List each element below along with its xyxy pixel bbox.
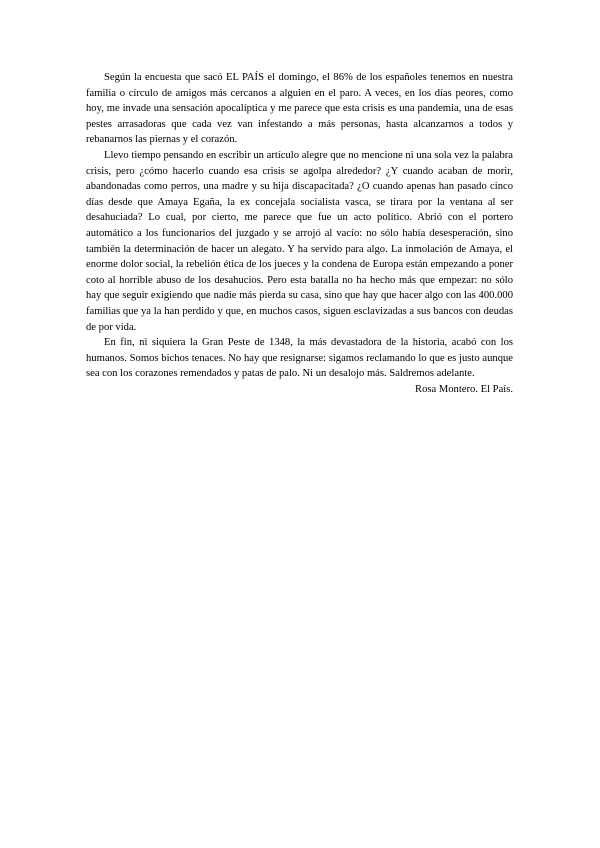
article-body [86, 70, 513, 397]
paragraph-2: Llevo tiempo pensando en escribir un artículo alegre que no mencione ni una sola vez la palabra crisis, pero ¿cómo hacerlo cuando esa crisis se agolpa alrededor? ¿Y cuando acaban de morir, abandonadas como perros, una madre y su hija discapacitada? ¿O cuando apenas han pasado cinco días desde que Amaya Egaña, la ex concejala socialista vasca, se tirara por la ventana al ser desahuciada? Lo cual, por cierto, me parece que fue un acto político. Abrió con el portero automático a los funcionarios del juzgado y se arrojó al vacío: no sólo había desesperación, sino también la determinación de hacer un alegato. Y ha servido para algo. La inmolación de Amaya, el enorme dolor social, la rebelión ética de los jueces y la condena de Europa están empezando a poner coto al horrible abuso de los desahucios. Pero esta batalla no ha hecho más que empezar: no sólo hay que seguir exigiendo que nadie más pierda su casa, sino que hay que hacer algo con las 400.000 familias que ya la han perdido y que, en muchos casos, siguen esclavizadas a sus bancos con deudas de por vida. [86, 149, 513, 333]
paragraph-3: En fin, ni siquiera la Gran Peste de 1348, la más devastadora de la historia, acabó con los humanos. Somos bichos tenaces. No hay que resignarse: sigamos reclamando lo que es justo aunque sea con los corazones remendados y patas de palo. Ni un desalojo más. Saldremos adelante. [86, 337, 513, 380]
author-signature: Rosa Montero. El País. [415, 383, 513, 395]
paragraph-1: Según la encuesta que sacó EL PAÍS el domingo, el 86% de los españoles tenemos en nuestra familia o círculo de amigos más cercanos a alguien en el paro. A veces, en los días peores, como hoy, me invade una sensación apocalíptica y me parece que esta crisis es una pandemia, una de esas pestes arrasadoras que cada vez van infestando a más personas, hasta alcanzarnos a todos y rebanarnos las piernas y el corazón. [86, 72, 513, 146]
